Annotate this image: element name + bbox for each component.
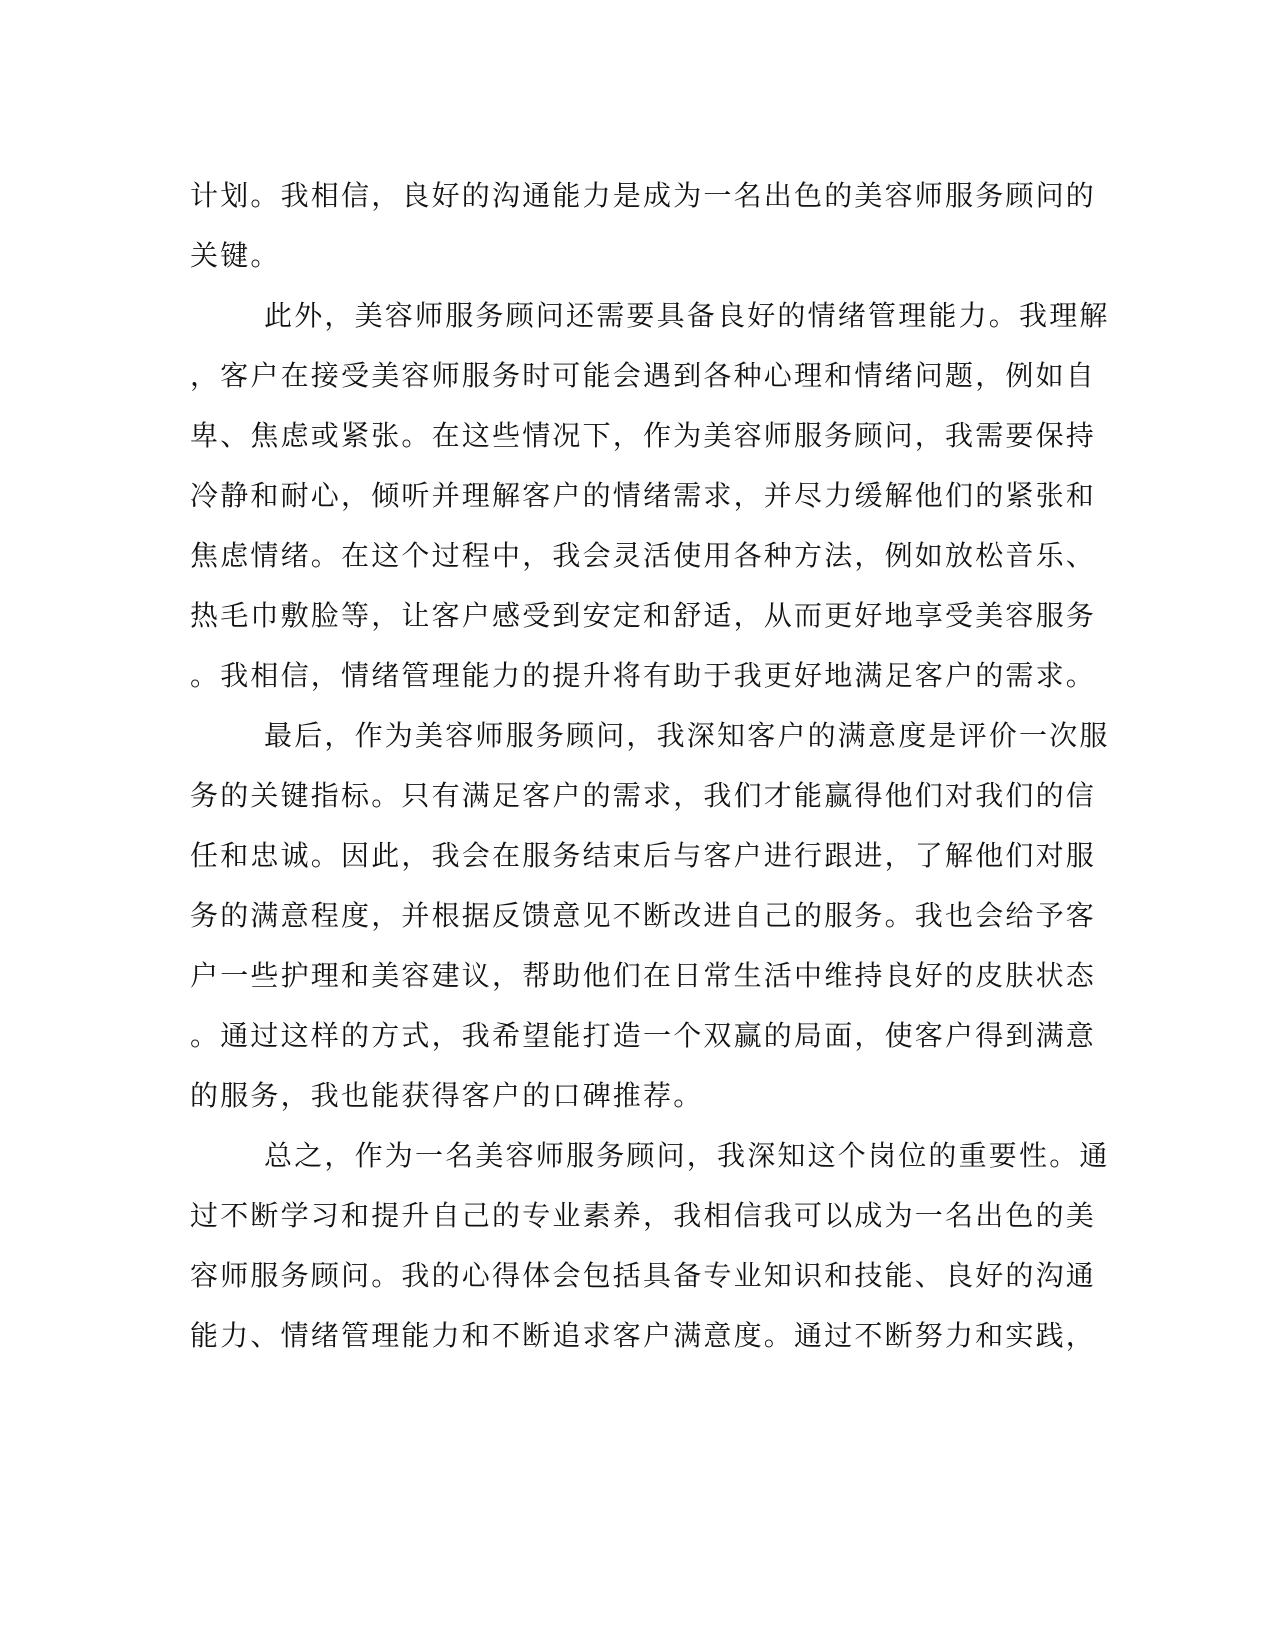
text-line: 焦虑情绪。在这个过程中，我会灵活使用各种方法，例如放松音乐、 — [190, 539, 1097, 572]
text-line: ，客户在接受美容师服务时可能会遇到各种心理和情绪问题，例如自 — [190, 359, 1097, 392]
paragraph-start-line: 此外，美容师服务顾问还需要具备良好的情绪管理能力。我理解 — [264, 299, 1110, 332]
text-line: 容师服务顾问。我的心得体会包括具备专业知识和技能、良好的沟通 — [190, 1259, 1097, 1292]
paragraph-start-line: 总之，作为一名美容师服务顾问，我深知这个岗位的重要性。通 — [264, 1139, 1110, 1172]
text-line: 热毛巾敷脸等，让客户感受到安定和舒适，从而更好地享受美容服务 — [190, 599, 1097, 632]
text-line: 务的关键指标。只有满足客户的需求，我们才能赢得他们对我们的信 — [190, 779, 1097, 812]
text-line: 的服务，我也能获得客户的口碑推荐。 — [190, 1079, 704, 1112]
body-text — [190, 166, 1110, 1366]
text-line: 卑、焦虑或紧张。在这些情况下，作为美容师服务顾问，我需要保持 — [190, 419, 1097, 452]
text-line: 。通过这样的方式，我希望能打造一个双赢的局面，使客户得到满意 — [190, 1019, 1097, 1052]
text-line: 能力、情绪管理能力和不断追求客户满意度。通过不断努力和实践， — [190, 1319, 1097, 1352]
text-line: 关键。 — [190, 239, 281, 272]
text-line: 计划。我相信，良好的沟通能力是成为一名出色的美容师服务顾问的 — [190, 179, 1097, 212]
text-line: 冷静和耐心，倾听并理解客户的情绪需求，并尽力缓解他们的紧张和 — [190, 479, 1097, 512]
text-line: 。我相信，情绪管理能力的提升将有助于我更好地满足客户的需求。 — [190, 659, 1097, 692]
text-line: 户一些护理和美容建议，帮助他们在日常生活中维持良好的皮肤状态 — [190, 959, 1097, 992]
text-line: 务的满意程度，并根据反馈意见不断改进自己的服务。我也会给予客 — [190, 899, 1097, 932]
text-line: 过不断学习和提升自己的专业素养，我相信我可以成为一名出色的美 — [190, 1199, 1097, 1232]
text-line: 任和忠诚。因此，我会在服务结束后与客户进行跟进，了解他们对服 — [190, 839, 1097, 872]
paragraph-start-line: 最后，作为美容师服务顾问，我深知客户的满意度是评价一次服 — [264, 719, 1110, 752]
